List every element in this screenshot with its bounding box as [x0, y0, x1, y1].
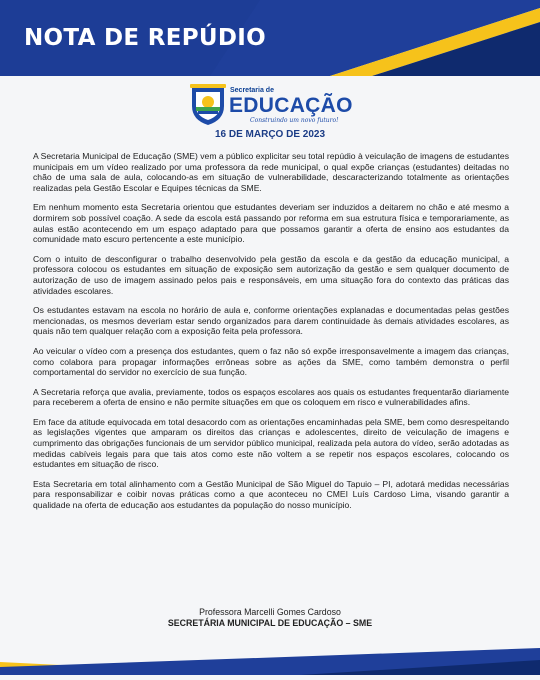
document-body: [33, 151, 509, 520]
header-banner: [0, 0, 540, 76]
paragraph: Ao veicular o vídeo com a presença dos estudantes, quem o faz não só expõe irresponsavelmente a imagem das crianças, como colabora para propagar informações errôneas sobre as ações da SME, como também demonstra o perfil comportamental do servidor no exercício de sua função.: [33, 345, 509, 378]
paragraph: Com o intuito de desconfigurar o trabalho desenvolvido pela gestão da escola e da gestão da educação municipal, a professora colocou os estudantes em situação de exposição sem autorização da gestão e sem qualquer documento de autorização de uso de imagem assinado pelos pais e responsáveis, em uma situação fora do contexto das práticas das atividades escolares.: [33, 253, 509, 296]
logo-title: EDUCAÇÃO: [229, 94, 353, 117]
logo-slogan: Construindo um novo futuro!: [250, 117, 339, 124]
paragraph: Em nenhum momento esta Secretaria orientou que estudantes deveriam ser induzidos a deitarem no chão e até mesmo a dormirem sob possível coação. A sede da escola está passando por reforma em sua estrutura física e temporariamente, as aulas estão acontecendo em um espaço adaptado para que possamos garantir a oferta de ensino aos estudantes da comunidade mato escuro pertencente a este município.: [33, 202, 509, 245]
paragraph: Esta Secretaria em total alinhamento com a Gestão Municipal de São Miguel do Tapuio – PI, adotará medidas necessárias para responsabilizar e coibir novas práticas como a que aconteceu no CMEI Luís Cardoso Lima, visando garantir a qualidade na oferta de educação aos estudantes da população do nosso município.: [33, 478, 509, 511]
paragraph: A Secretaria reforça que avalia, previamente, todos os espaços escolares aos quais os estudantes frequentarão diariamente para receberem a oferta de ensino e não permite situações em que os coloquem em risco e vulnerabilidades afins.: [33, 386, 509, 408]
footer-shape: [0, 640, 540, 675]
signatory-name: Professora Marcelli Gomes Cardoso: [199, 607, 341, 617]
municipal-crest-icon: [188, 82, 228, 126]
paragraph: Os estudantes estavam na escola no horário de aula e, conforme orientações explanadas e documentadas pelas gestões mencionadas, os mesmos deveriam estar sendo organizados para darem continuidade às demais atividades escolares, as quais não tem qualquer relação com a exposição feita pela professora.: [33, 305, 509, 337]
footer-decoration: [0, 640, 540, 675]
document-date: 16 DE MARÇO DE 2023: [214, 129, 326, 140]
paragraph: A Secretaria Municipal de Educação (SME) vem a público explicitar seu total repúdio à veiculação de imagens de estudantes municipais em um vídeo realizado por uma professora da rede municipal, o qual expõe crianças (estudantes) deitadas no chão de uma sala de aula, colocando-as em situação de vulnerabilidade, descaracterizando totalmente as orientações realizadas pela Gestão Escolar e Equipes técnicas da SME.: [33, 151, 509, 193]
paragraph: Em face da atitude equivocada em total desacordo com as orientações encaminhadas pela SME, bem como desrespeitando as legislações vigentes que amparam os direitos das crianças e adolescentes, direito de veiculação de imagens e cumprimento das obrigações funcionais de um servidor público municipal, realizada pela autora do vídeo, serão adotadas as medidas cabíveis legais para que tais atos como este não voltem a se repetir nos espaços escolares, colocando os estudantes em situação de risco.: [33, 416, 509, 470]
secretaria-logo: [188, 82, 358, 128]
signature-block: [0, 607, 540, 629]
logo-subtitle: Secretaria de: [230, 87, 274, 94]
page-title: NOTA DE REPÚDIO: [24, 25, 266, 51]
signatory-role: SECRETÁRIA MUNICIPAL DE EDUCAÇÃO – SME: [167, 618, 373, 628]
